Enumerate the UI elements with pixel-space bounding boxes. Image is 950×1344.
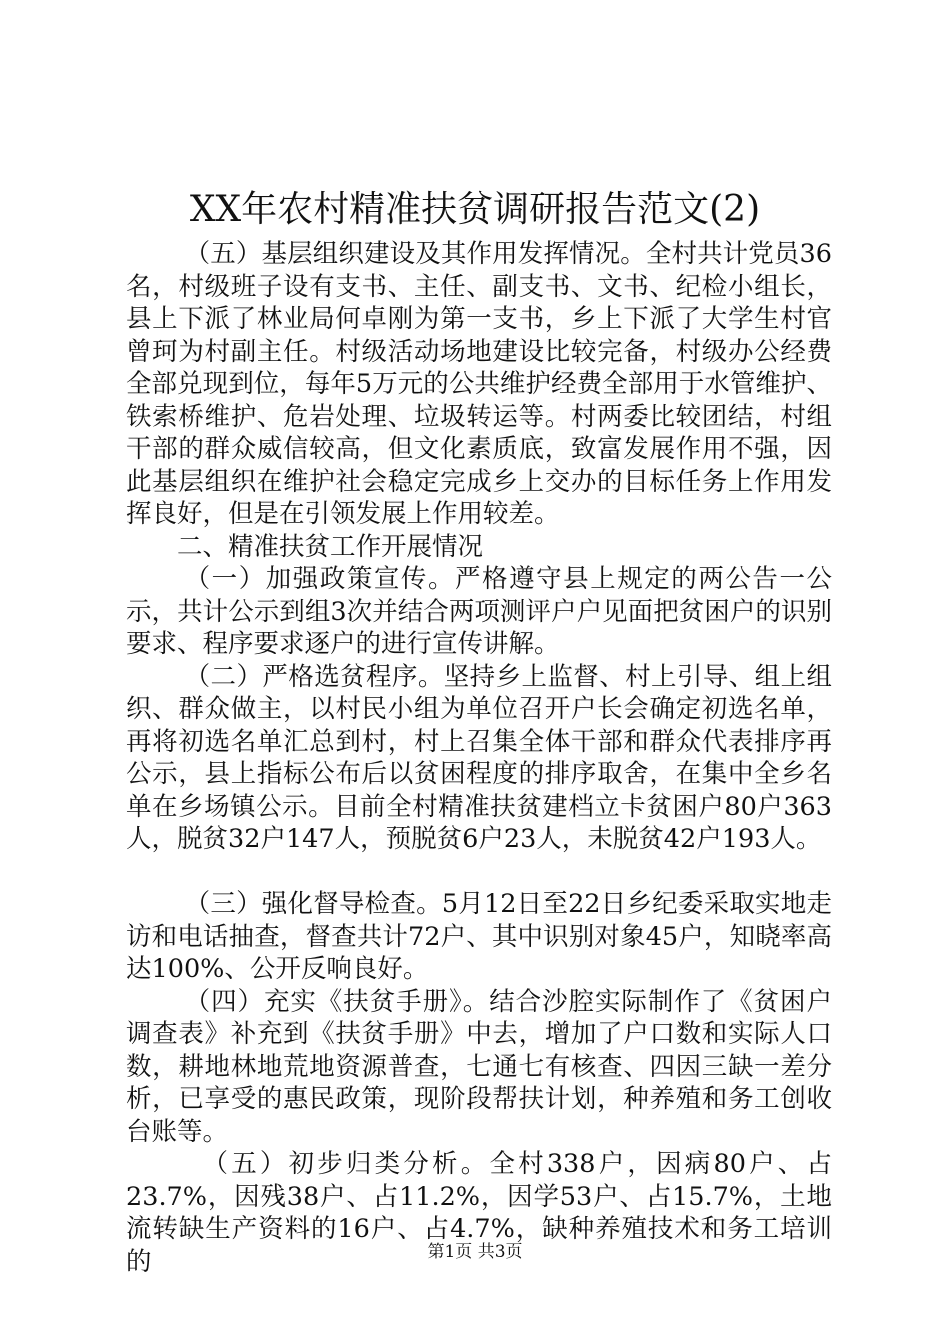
paragraph-selection-procedure: （二）严格选贫程序。坚持乡上监督、村上引导、组上组织、群众做主，以村民小组为单位召开户长会确定初选名单，再将初选名单汇总到村，村上召集全体干部和群众代表排序再公示，县上指标公布后以贫困程度的排序取舍，在集中全乡名单在乡场镇公示。目前全村精准扶贫建档立卡贫困户80户363人，脱贫32户147人，预脱贫6户23人，未脱贫42户193人。: [126, 661, 832, 854]
paragraph-classification-analysis: （五）初步归类分析。全村338户，因病80户、占23.7%，因残38户、占11.2%，因学53户、占15.7%，土地流转缺生产资料的16户、占4.7%，缺种养殖技术和务工培训的: [126, 1149, 832, 1277]
page-footer: 第1页 共3页: [427, 1242, 523, 1262]
paragraph-supervision: （三）强化督导检查。5月12日至22日乡纪委采取实地走访和电话抽查，督查共计72户、其中识别对象45户，知晓率高达100%、公开反响良好。: [126, 889, 832, 984]
paragraph-poverty-handbook: （四）充实《扶贫手册》。结合沙腔实际制作了《贫困户调查表》补充到《扶贫手册》中去，增加了户口数和实际人口数，耕地林地荒地资源普查，七通七有核查、四因三缺一差分析，已享受的惠民政策，现阶段帮扶计划，种养殖和务工创收台账等。: [126, 986, 832, 1147]
document-body: [126, 238, 832, 1278]
section-heading-2: 二、精准扶贫工作开展情况: [177, 531, 484, 562]
paragraph-grassroots-organization: （五）基层组织建设及其作用发挥情况。全村共计党员36名，村级班子设有支书、主任、副支书、文书、纪检小组长，县上下派了林业局何卓刚为第一支书，乡上下派了大学生村官曾珂为村副主任。村级活动场地建设比较完备，村级办公经费全部兑现到位，每年5万元的公共维护经费全部用于水管维护、铁索桥维护、危岩处理、垃圾转运等。村两委比较团结，村组干部的群众威信较高，但文化素质底，致富发展作用不强，因此基层组织在维护社会稳定完成乡上交办的目标任务上作用发挥良好，但是在引领发展上作用较差。: [126, 239, 832, 529]
paragraph-policy-publicity: （一）加强政策宣传。严格遵守县上规定的两公告一公示，共计公示到组3次并结合两项测评户户见面把贫困户的识别要求、程序要求逐户的进行宣传讲解。: [126, 564, 832, 659]
blank-line: [126, 856, 832, 889]
document-title: XX年农村精准扶贫调研报告范文(2): [189, 189, 761, 230]
